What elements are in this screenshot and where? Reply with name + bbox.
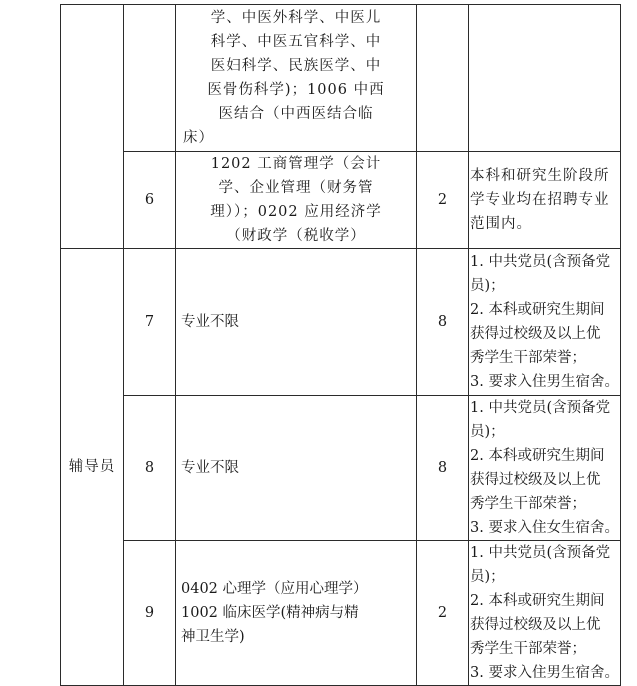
major-cell: 专业不限 xyxy=(176,249,417,396)
requirement-cell xyxy=(469,541,621,686)
requirement-line: 3. 要求入住男生宿舍。 xyxy=(470,374,619,390)
count-cell: 2 xyxy=(417,152,469,249)
major-cell xyxy=(176,152,417,249)
requirement-line: 本科和研究生阶段所 xyxy=(470,168,610,184)
requirement-line: 2. 本科或研究生期间 xyxy=(470,448,605,464)
count-cell: 8 xyxy=(417,396,469,541)
table-row xyxy=(61,249,621,396)
major-line: 学、企业管理（财务管 xyxy=(218,180,374,196)
major-line: 1002 临床医学(精神病与精 xyxy=(181,605,359,621)
requirement-line: 秀学生干部荣誉； xyxy=(470,350,586,366)
requirement-line: 1. 中共党员(含预备党 xyxy=(470,545,611,561)
major-line: 医骨伤科学)；1006 中西 xyxy=(207,82,385,98)
major-line: 1202 工商管理学（会计 xyxy=(210,156,382,172)
count-cell: 8 xyxy=(417,249,469,396)
requirement-line: 员)； xyxy=(470,424,505,440)
requirement-line: 3. 要求入住男生宿舍。 xyxy=(470,665,619,681)
requirement-line: 员)； xyxy=(470,278,505,294)
major-line: 神卫生学) xyxy=(181,629,245,645)
major-line: 医结合（中西医结合临 xyxy=(218,106,374,122)
major-line: 床） xyxy=(183,130,214,146)
requirement-line: 1. 中共党员(含预备党 xyxy=(470,400,611,416)
requirement-line: 范围内。 xyxy=(470,216,532,232)
num-cell xyxy=(124,5,176,152)
num-cell: 9 xyxy=(124,541,176,686)
requirement-cell xyxy=(469,396,621,541)
requirement-cell xyxy=(469,249,621,396)
count-cell xyxy=(417,5,469,152)
post-cell xyxy=(61,5,124,249)
major-cell: 专业不限 xyxy=(176,396,417,541)
requirement-line: 学专业均在招聘专业 xyxy=(470,192,610,208)
major-line: 0402 心理学（应用心理学） xyxy=(181,581,368,597)
requirement-line: 3. 要求入住女生宿舍。 xyxy=(470,520,619,536)
requirement-cell xyxy=(469,5,621,152)
major-line: 理））；0202 应用经济学 xyxy=(210,204,382,220)
requirement-line: 2. 本科或研究生期间 xyxy=(470,593,605,609)
table-row xyxy=(61,152,621,249)
requirement-line: 获得过校级及以上优 xyxy=(470,326,601,342)
requirement-line: 秀学生干部荣誉； xyxy=(470,496,586,512)
table-row xyxy=(61,5,621,152)
major-line: 医妇科学、民族医学、中 xyxy=(210,58,382,74)
major-line: 学、中医外科学、中医儿 xyxy=(210,10,382,26)
num-cell: 7 xyxy=(124,249,176,396)
major-cell xyxy=(176,541,417,686)
num-cell: 8 xyxy=(124,396,176,541)
requirement-cell xyxy=(469,152,621,249)
requirement-line: 获得过校级及以上优 xyxy=(470,472,601,488)
table-row xyxy=(61,541,621,686)
recruitment-table xyxy=(60,4,621,686)
major-line: （财政学（税收学） xyxy=(226,228,366,244)
major-cell xyxy=(176,5,417,152)
requirement-line: 1. 中共党员(含预备党 xyxy=(470,254,611,270)
num-cell: 6 xyxy=(124,152,176,249)
post-cell: 辅导员 xyxy=(61,249,124,686)
count-cell: 2 xyxy=(417,541,469,686)
requirement-line: 秀学生干部荣誉； xyxy=(470,641,586,657)
requirement-line: 员)； xyxy=(470,569,505,585)
table-row xyxy=(61,396,621,541)
requirement-line: 获得过校级及以上优 xyxy=(470,617,601,633)
requirement-line: 2. 本科或研究生期间 xyxy=(470,302,605,318)
major-line: 科学、中医五官科学、中 xyxy=(210,34,382,50)
